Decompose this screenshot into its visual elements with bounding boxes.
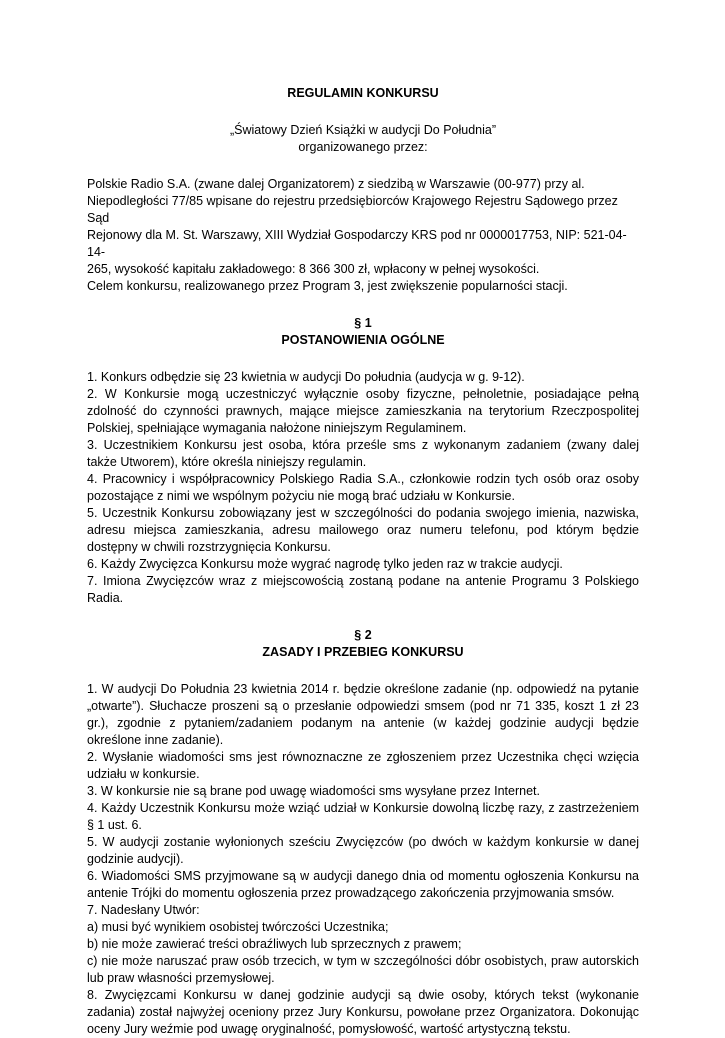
intro-line: 265, wysokość kapitału zakładowego: 8 366 300 zł, wpłacony w pełnej wysokości.: [87, 262, 540, 276]
document-title: REGULAMIN KONKURSU: [287, 86, 439, 100]
intro-line: Polskie Radio S.A. (zwane dalej Organizatorem) z siedzibą w Warszawie (00-977) przy al.: [87, 177, 585, 191]
section-2-item: a) musi być wynikiem osobistej twórczości Uczestnika;: [87, 920, 389, 934]
organizer-label: organizowanego przez:: [298, 140, 428, 154]
section-2-item: 2. Wysłanie wiadomości sms jest równoznaczne ze zgłoszeniem przez Uczestnika chęci wzięcia udziału w konkursie.: [87, 750, 639, 781]
intro-line: Rejonowy dla M. St. Warszawy, XIII Wydział Gospodarczy KRS pod nr 0000017753, NIP: 521-04-14-: [87, 228, 627, 259]
section-1-item: 4. Pracownicy i współpracownicy Polskiego Radia S.A., członkowie rodzin tych osób oraz osoby pozostające z nimi we wspólnym pożyciu nie mogą brać udziału w Konkursie.: [87, 472, 639, 503]
section-2-item: 5. W audycji zostanie wyłonionych sześciu Zwycięzców (po dwóch w każdym konkursie w danej godzinie audycji).: [87, 835, 639, 866]
section-2-item: c) nie może naruszać praw osób trzecich, w tym w szczególności dóbr osobistych, praw autorskich lub praw własności przemysłowej.: [87, 954, 639, 985]
section-1-item: 5. Uczestnik Konkursu zobowiązany jest w szczególności do podania swojego imienia, nazwiska, adresu miejsca zamieszkania, adresu mailowego oraz numeru telefonu, pod którym będzie dostępny w chwili rozstrzygnięcia Konkursu.: [87, 506, 639, 554]
section-2-item: 7. Nadesłany Utwór:: [87, 903, 200, 917]
section-1-number: § 1: [354, 316, 372, 330]
section-2-item: 1. W audycji Do Południa 23 kwietnia 2014 r. będzie określone zadanie (np. odpowiedź na pytanie „otwarte”). Słuchacze proszeni są o przesłanie odpowiedzi smsem (pod nr 71 335, koszt 1 zł 23 gr.), zgodnie z pytaniem/zadaniem podanym na antenie (w każdej godzinie audycji będzie określone inne zadanie).: [87, 682, 639, 747]
section-2-item: 8. Zwycięzcami Konkursu w danej godzinie audycji są dwie osoby, których tekst (wykonanie zadania) został najwyżej oceniony przez Jury Konkursu, powołane przez Organizatora. Dokonując oceny Jury weźmie pod uwagę oryginalność, pomysłowość, wartość artystyczną tekstu.: [87, 988, 639, 1036]
section-1-list: [87, 369, 639, 607]
section-1-item: 1. Konkurs odbędzie się 23 kwietnia w audycji Do południa (audycja w g. 9-12).: [87, 370, 525, 384]
intro-line: Niepodległości 77/85 wpisane do rejestru przedsiębiorców Krajowego Rejestru Sądowego przez Sąd: [87, 194, 618, 225]
section-2-item: 3. W konkursie nie są brane pod uwagę wiadomości sms wysyłane przez Internet.: [87, 784, 540, 798]
section-1-item: 6. Każdy Zwycięzca Konkursu może wygrać nagrodę tylko jeden raz w trakcie audycji.: [87, 557, 563, 571]
section-2-item: 4. Każdy Uczestnik Konkursu może wziąć udział w Konkursie dowolną liczbę razy, z zastrzeżeniem § 1 ust. 6.: [87, 801, 639, 832]
section-2-item: b) nie może zawierać treści obraźliwych lub sprzecznych z prawem;: [87, 937, 462, 951]
section-1-heading: POSTANOWIENIA OGÓLNE: [281, 333, 445, 347]
section-2-number: § 2: [354, 628, 372, 642]
contest-name: „Światowy Dzień Książki w audycji Do Południa”: [229, 123, 497, 137]
intro-block: [87, 176, 639, 295]
section-1-item: 2. W Konkursie mogą uczestniczyć wyłącznie osoby fizyczne, pełnoletnie, posiadające pełną zdolność do czynności prawnych, mające miejsce zamieszkania na terytorium Rzeczpospolitej Polskiej, spełniające wymagania nałożone niniejszym Regulaminem.: [87, 387, 639, 435]
section-1-item: 3. Uczestnikiem Konkursu jest osoba, która prześle sms z wykonanym zadaniem (zwany dalej także Utworem), które określa niniejszy regulamin.: [87, 438, 639, 469]
section-2-item: 6. Wiadomości SMS przyjmowane są w audycji danego dnia od momentu ogłoszenia Konkursu na antenie Trójki do momentu ogłoszenia przez prowadzącego zakończenia przyjmowania smsów.: [87, 869, 639, 900]
section-1-item: 7. Imiona Zwycięzców wraz z miejscowością zostaną podane na antenie Programu 3 Polskiego Radia.: [87, 574, 639, 605]
intro-line: Celem konkursu, realizowanego przez Program 3, jest zwiększenie popularności stacji.: [87, 279, 568, 293]
section-2-heading: ZASADY I PRZEBIEG KONKURSU: [262, 645, 464, 659]
section-2-list: [87, 681, 639, 1038]
document-content: [87, 85, 639, 1038]
